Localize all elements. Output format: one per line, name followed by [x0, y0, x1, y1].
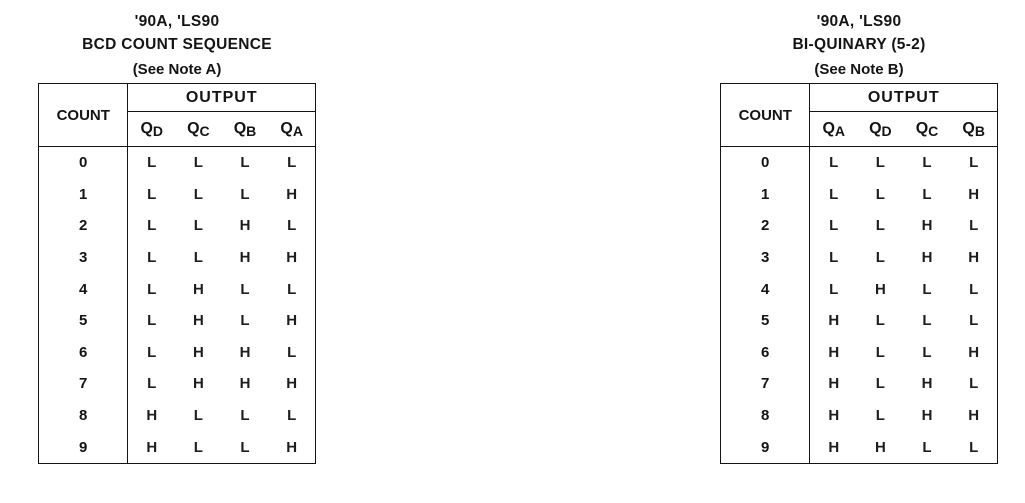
output-cell: L	[875, 343, 885, 361]
output-cell: L	[922, 154, 932, 172]
output-cell: L	[193, 407, 203, 425]
output-cell: L	[875, 249, 885, 267]
output-cell: L	[969, 375, 979, 393]
bcd-table	[38, 83, 316, 464]
output-cell: L	[240, 312, 250, 330]
count-cell: 5	[721, 305, 810, 337]
output-cell: L	[875, 407, 885, 425]
output-cell: H	[921, 217, 933, 235]
table-row	[721, 273, 998, 305]
output-cell: L	[829, 217, 839, 235]
output-cell: H	[192, 312, 204, 330]
output-cell: L	[240, 280, 250, 298]
bcd-q-header-2	[222, 112, 269, 147]
bcd-title-line2: BCD COUNT SEQUENCE	[82, 36, 272, 53]
output-cell: L	[922, 312, 932, 330]
output-cell: L	[240, 407, 250, 425]
count-cell: 3	[721, 242, 810, 274]
output-cell: H	[828, 343, 840, 361]
table-row	[39, 305, 316, 337]
output-cell: H	[828, 312, 840, 330]
output-cell: L	[829, 280, 839, 298]
output-cell: L	[875, 375, 885, 393]
output-cell: H	[192, 343, 204, 361]
table-row	[721, 242, 998, 274]
bcd-count-header: COUNT	[39, 84, 128, 147]
biquinary-note: (See Note B)	[814, 61, 904, 78]
output-cell: H	[828, 438, 840, 456]
bcd-q-letter: Q	[280, 119, 293, 137]
output-cell: L	[829, 249, 839, 267]
output-cell: L	[875, 185, 885, 203]
output-cell: L	[875, 154, 885, 172]
count-cell: 1	[721, 179, 810, 211]
output-cell: L	[875, 217, 885, 235]
output-cell: H	[239, 375, 251, 393]
biquinary-q-header-0	[810, 112, 857, 147]
output-cell: L	[193, 249, 203, 267]
biquinary-table-body	[721, 147, 998, 464]
table-row	[721, 431, 998, 463]
bcd-title-line1: '90A, 'LS90	[134, 13, 220, 30]
biquinary-q-letter: Q	[869, 119, 882, 137]
output-cell: H	[239, 343, 251, 361]
output-cell: H	[828, 407, 840, 425]
biquinary-q-header-3	[950, 112, 997, 147]
count-cell: 0	[721, 147, 810, 179]
output-cell: L	[193, 438, 203, 456]
bcd-q-header-1	[175, 112, 222, 147]
biquinary-title-line2: BI-QUINARY (5-2)	[792, 36, 926, 53]
table-row	[721, 368, 998, 400]
table-row	[39, 179, 316, 211]
count-cell: 7	[39, 368, 128, 400]
output-cell: H	[968, 407, 980, 425]
bcd-q-letter: Q	[140, 119, 153, 137]
bcd-table-body	[39, 147, 316, 464]
output-cell: H	[192, 280, 204, 298]
biquinary-q-header-1	[857, 112, 904, 147]
bcd-note: (See Note A)	[132, 61, 222, 78]
table-row	[39, 368, 316, 400]
table-row	[39, 210, 316, 242]
output-cell: H	[874, 438, 886, 456]
count-cell: 5	[39, 305, 128, 337]
output-cell: L	[147, 343, 157, 361]
output-cell: L	[147, 217, 157, 235]
count-cell: 8	[39, 400, 128, 432]
output-cell: L	[829, 185, 839, 203]
bcd-q-subscript: D	[152, 122, 164, 139]
output-cell: H	[968, 185, 980, 203]
output-cell: H	[239, 217, 251, 235]
biquinary-block	[720, 10, 998, 464]
count-cell: 3	[39, 242, 128, 274]
bcd-block	[38, 10, 316, 464]
output-cell: H	[921, 375, 933, 393]
output-cell: H	[286, 249, 298, 267]
output-cell: H	[239, 249, 251, 267]
bcd-q-subscript: C	[199, 122, 210, 139]
table-row	[39, 242, 316, 274]
output-cell: L	[922, 343, 932, 361]
bcd-q-subscript: B	[246, 122, 257, 139]
output-cell: L	[922, 438, 932, 456]
table-row	[721, 210, 998, 242]
count-cell: 9	[721, 431, 810, 463]
table-row	[721, 179, 998, 211]
output-cell: L	[193, 154, 203, 172]
output-cell: H	[921, 407, 933, 425]
output-cell: L	[147, 375, 157, 393]
bcd-q-letter: Q	[187, 119, 200, 137]
output-cell: L	[287, 407, 297, 425]
biquinary-count-header: COUNT	[721, 84, 810, 147]
biquinary-q-subscript: C	[928, 122, 939, 139]
count-cell: 6	[721, 337, 810, 369]
output-cell: H	[146, 438, 158, 456]
output-cell: H	[874, 280, 886, 298]
output-cell: L	[875, 312, 885, 330]
table-row	[721, 400, 998, 432]
biquinary-output-header: OUTPUT	[810, 84, 998, 112]
table-row	[39, 400, 316, 432]
output-cell: H	[286, 312, 298, 330]
biquinary-q-subscript: B	[974, 122, 985, 139]
count-cell: 0	[39, 147, 128, 179]
output-cell: L	[193, 217, 203, 235]
count-cell: 2	[721, 210, 810, 242]
bcd-q-header-0	[128, 112, 175, 147]
output-cell: H	[968, 249, 980, 267]
count-cell: 2	[39, 210, 128, 242]
output-cell: L	[287, 154, 297, 172]
output-cell: L	[969, 280, 979, 298]
output-cell: L	[147, 280, 157, 298]
output-cell: H	[286, 438, 298, 456]
output-cell: L	[287, 280, 297, 298]
output-cell: L	[147, 185, 157, 203]
output-cell: L	[829, 154, 839, 172]
bcd-q-header-3	[268, 112, 315, 147]
output-cell: L	[193, 185, 203, 203]
output-cell: H	[146, 407, 158, 425]
output-cell: L	[240, 154, 250, 172]
output-cell: L	[287, 343, 297, 361]
output-cell: L	[969, 154, 979, 172]
output-cell: L	[147, 249, 157, 267]
biquinary-q-letter: Q	[822, 119, 835, 137]
table-row	[721, 147, 998, 179]
bcd-output-header: OUTPUT	[128, 84, 316, 112]
output-cell: L	[147, 312, 157, 330]
bcd-q-subscript: A	[292, 122, 303, 139]
output-cell: H	[286, 375, 298, 393]
count-cell: 1	[39, 179, 128, 211]
output-cell: H	[828, 375, 840, 393]
count-cell: 9	[39, 431, 128, 463]
output-cell: H	[286, 185, 298, 203]
output-cell: L	[922, 185, 932, 203]
output-cell: L	[147, 154, 157, 172]
biquinary-title-line1: '90A, 'LS90	[816, 13, 902, 30]
bcd-q-letter: Q	[233, 119, 247, 137]
output-cell: L	[287, 217, 297, 235]
output-cell: H	[192, 375, 204, 393]
count-cell: 6	[39, 337, 128, 369]
table-row	[39, 431, 316, 463]
output-cell: H	[968, 343, 980, 361]
biquinary-q-subscript: A	[834, 122, 846, 139]
output-cell: L	[922, 280, 932, 298]
count-cell: 8	[721, 400, 810, 432]
output-cell: L	[969, 312, 979, 330]
biquinary-q-letter: Q	[962, 119, 975, 137]
output-cell: L	[969, 438, 979, 456]
biquinary-q-letter: Q	[915, 119, 929, 137]
biquinary-q-header-2	[904, 112, 951, 147]
table-row	[721, 337, 998, 369]
table-row	[39, 273, 316, 305]
table-row	[39, 337, 316, 369]
count-cell: 4	[39, 273, 128, 305]
table-row	[39, 147, 316, 179]
output-cell: L	[240, 185, 250, 203]
count-cell: 4	[721, 273, 810, 305]
table-row	[721, 305, 998, 337]
output-cell: L	[969, 217, 979, 235]
output-cell: H	[921, 249, 933, 267]
biquinary-q-subscript: D	[881, 122, 892, 139]
biquinary-table	[720, 83, 998, 464]
output-cell: L	[240, 438, 250, 456]
count-cell: 7	[721, 368, 810, 400]
